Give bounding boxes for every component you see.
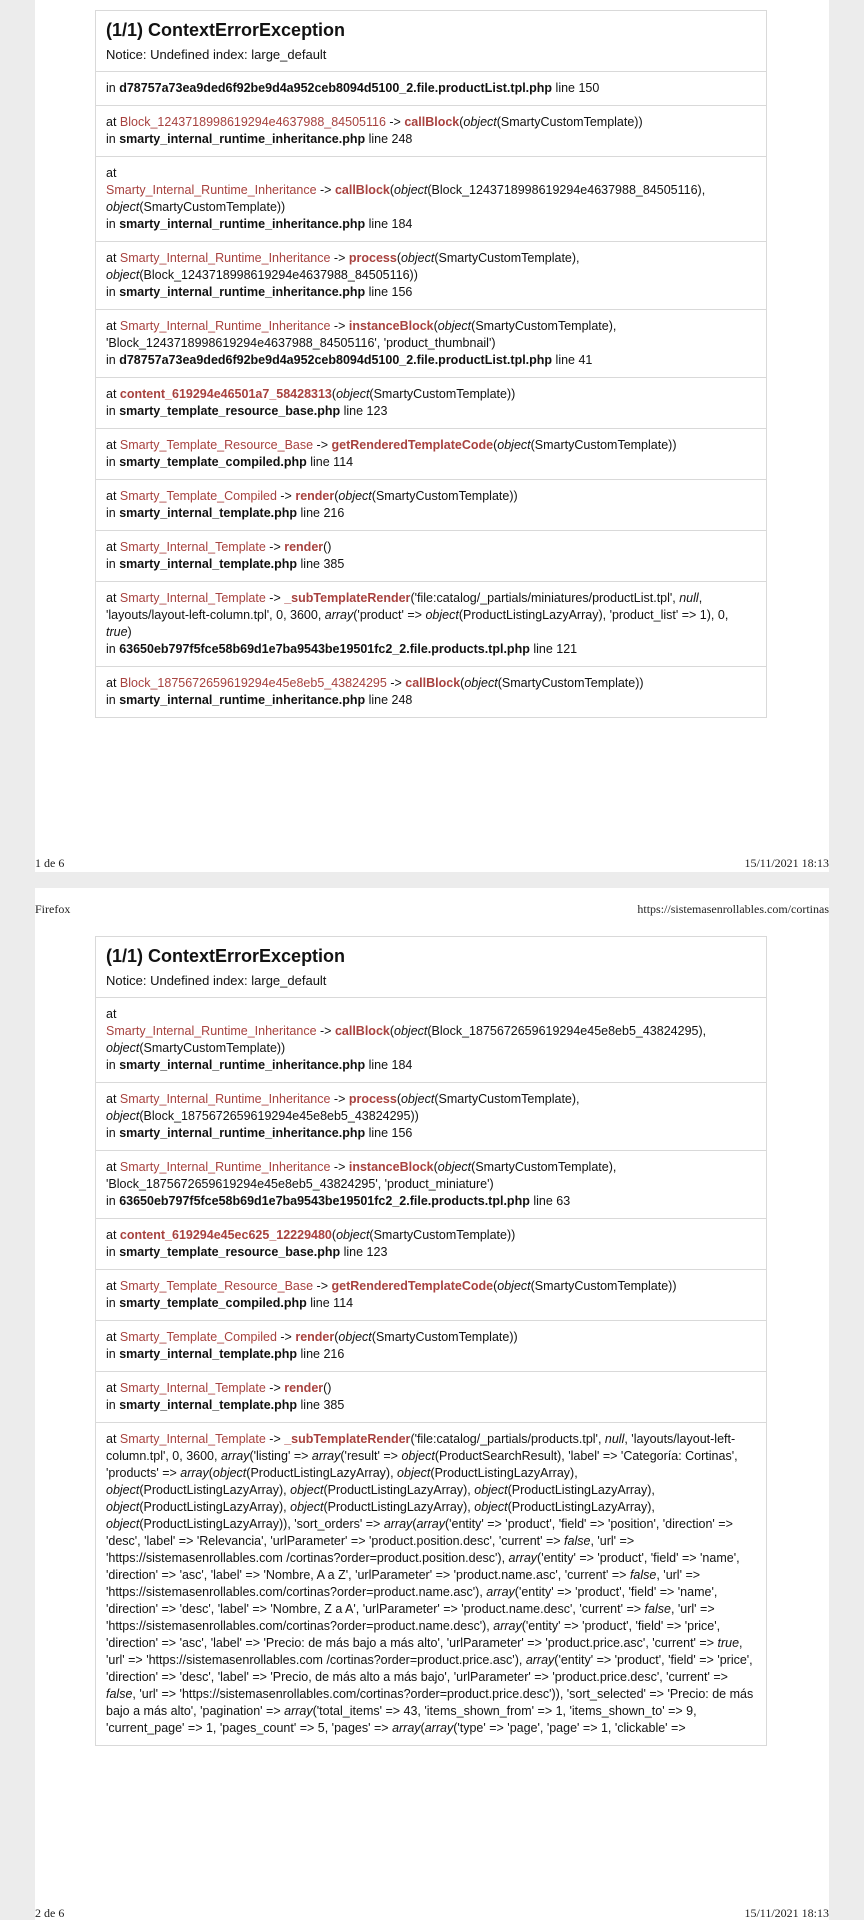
stack-frame: at Smarty_Internal_Runtime_Inheritance -> callBlock(object(Block_1875672659619294e45e8eb5_43824295), object(SmartyCustomTemplate)) in smarty_internal_runtime_inheritance.php line 184	[96, 998, 766, 1083]
exception-header	[96, 937, 766, 998]
class-link[interactable]: Smarty_Template_Resource_Base	[119, 1279, 314, 1293]
class-link[interactable]: Smarty_Internal_Runtime_Inheritance	[119, 1092, 331, 1106]
browser-name: Firefox	[35, 902, 71, 916]
exception-title: (1/1) ContextErrorException	[106, 946, 346, 966]
stack-trace	[96, 72, 766, 717]
class-link[interactable]: Smarty_Internal_Runtime_Inheritance	[106, 183, 317, 197]
stack-frame: at Smarty_Internal_Runtime_Inheritance -> instanceBlock(object(SmartyCustomTemplate), 'Block_1875672659619294e45e8eb5_43824295', 'product_miniature') in 63650eb797f5fce58b69d1e7ba9543be19501fc2_2.file.products.tpl.php line 63	[96, 1151, 766, 1219]
stack-frame: at Smarty_Internal_Template -> render() in smarty_internal_template.php line 385	[96, 531, 766, 582]
print-timestamp: 15/11/2021 18:13	[744, 856, 829, 870]
stack-frame: at Block_1875672659619294e45e8eb5_43824295 -> callBlock(object(SmartyCustomTemplate)) in smarty_internal_runtime_inheritance.php line 248	[106, 676, 644, 707]
class-link[interactable]: Smarty_Template_Compiled	[119, 1330, 277, 1344]
class-link[interactable]: Smarty_Internal_Runtime_Inheritance	[119, 319, 331, 333]
stack-trace	[96, 998, 766, 1745]
page-url: https://sistemasenrollables.com/cortinas	[637, 902, 829, 916]
class-link[interactable]: Smarty_Internal_Runtime_Inheritance	[119, 1160, 331, 1174]
exception-box	[95, 10, 767, 718]
exception-notice: Notice: Undefined index: large_default	[106, 973, 327, 988]
stack-frame: at Block_1243718998619294e4637988_84505116 -> callBlock(object(SmartyCustomTemplate)) in smarty_internal_runtime_inheritance.php line 248	[96, 106, 766, 157]
stack-frame: at Smarty_Internal_Template -> _subTemplateRender('file:catalog/_partials/products.tpl', null, 'layouts/layout-left-column.tpl', 0, 3600, array('listing' => array('result' => object(ProductSearchResult), 'label' => 'Categoría: Cortinas', 'products' => array(object(ProductListingLazyArray), object(ProductListingLazyArray), object(ProductListingLazyArray), object(ProductListingLazyArray), object(ProductListingLazyArray), object(ProductListingLazyArray), object(ProductListingLazyArray), object(ProductListingLazyArray), object(ProductListingLazyArray)), 'sort_orders' => array(array('entity' => 'product', 'field' => 'position', 'direction' => 'desc', 'label' => 'Relevancia', 'urlParameter' => 'product.position.desc', 'current' => false, 'url' => 'https://sistemasenrollables.com /cortinas?order=product.position.desc'), array('entity' => 'product', 'field' => 'name', 'direction' => 'asc', 'label' => 'Nombre, A a Z', 'urlParameter' => 'product.name.asc', 'current' => false, 'url' => 'https://sistemasenrollables.com/cortinas?order=product.name.asc'), array('entity' => 'product', 'field' => 'name', 'direction' => 'desc', 'label' => 'Nombre, Z a A', 'urlParameter' => 'product.name.desc', 'current' => false, 'url' => 'https://sistemasenrollables.com/cortinas?order=product.name.desc'), array('entity' => 'product', 'field' => 'price', 'direction' => 'asc', 'label' => 'Precio: de más bajo a más alto', 'urlParameter' => 'product.price.asc', 'current' => true, 'url' => 'https://sistemasenrollables.com /cortinas?order=product.price.asc'), array('entity' => 'product', 'field' => 'price', 'direction' => 'desc', 'label' => 'Precio, de más alto a más bajo', 'urlParameter' => 'product.price.desc', 'current' => false, 'url' => 'https://sistemasenrollables.com/cortinas?order=product.price.desc')), 'sort_selected' => 'Precio: de más bajo a más alto', 'pagination' => array('total_items' => 43, 'items_shown_from' => 1, 'items_shown_to' => 9, 'current_page' => 1, 'pages_count' => 5, 'pages' => array(array('type' => 'page', 'page' => 1, 'clickable' =>	[106, 1432, 754, 1735]
exception-title: (1/1) ContextErrorException	[106, 20, 346, 40]
stack-frame: at Smarty_Template_Resource_Base -> getRenderedTemplateCode(object(SmartyCustomTemplate)) in smarty_template_compiled.php line 114	[96, 429, 766, 480]
stack-frame: at Smarty_Template_Compiled -> render(object(SmartyCustomTemplate)) in smarty_internal_template.php line 216	[96, 480, 766, 531]
class-link[interactable]: Block_1875672659619294e45e8eb5_43824295	[119, 676, 387, 690]
class-link[interactable]: Smarty_Internal_Template	[119, 1381, 266, 1395]
class-link[interactable]: Smarty_Template_Resource_Base	[119, 438, 314, 452]
class-link[interactable]: Smarty_Internal_Template	[119, 591, 266, 605]
exception-box	[95, 936, 767, 1746]
class-link[interactable]: Smarty_Template_Compiled	[119, 489, 277, 503]
class-link[interactable]: Smarty_Internal_Template	[119, 1432, 266, 1446]
stack-frame: at Smarty_Internal_Runtime_Inheritance -> callBlock(object(Block_1243718998619294e4637988_84505116), object(SmartyCustomTemplate)) in smarty_internal_runtime_inheritance.php line 184	[96, 157, 766, 242]
stack-frame: at content_619294e46501a7_58428313(object(SmartyCustomTemplate)) in smarty_template_resource_base.php line 123	[96, 378, 766, 429]
class-link[interactable]: Block_1243718998619294e4637988_84505116	[119, 115, 386, 129]
stack-frame: at Smarty_Template_Compiled -> render(object(SmartyCustomTemplate)) in smarty_internal_template.php line 216	[96, 1321, 766, 1372]
class-link[interactable]: Smarty_Internal_Runtime_Inheritance	[106, 1024, 317, 1038]
class-link[interactable]: Smarty_Internal_Runtime_Inheritance	[119, 251, 331, 265]
print-timestamp: 15/11/2021 18:13	[744, 1906, 829, 1920]
stack-frame: at Smarty_Internal_Template -> _subTemplateRender('file:catalog/_partials/miniatures/productList.tpl', null, 'layouts/layout-left-column.tpl', 0, 3600, array('product' => object(ProductListingLazyArray), 'product_list' => 1), 0, true) in 63650eb797f5fce58b69d1e7ba9543be19501fc2_2.file.products.tpl.php line 121	[96, 582, 766, 667]
print-page-1	[35, 0, 829, 872]
stack-frame: at Smarty_Internal_Runtime_Inheritance -> process(object(SmartyCustomTemplate), object(Block_1243718998619294e4637988_84505116)) in smarty_internal_runtime_inheritance.php line 156	[96, 242, 766, 310]
stack-frame: at Smarty_Internal_Runtime_Inheritance -> process(object(SmartyCustomTemplate), object(Block_1875672659619294e45e8eb5_43824295)) in smarty_internal_runtime_inheritance.php line 156	[96, 1083, 766, 1151]
exception-header	[96, 11, 766, 72]
page-number: 1 de 6	[35, 856, 65, 870]
page-number: 2 de 6	[35, 1906, 65, 1920]
stack-frame: at Smarty_Internal_Runtime_Inheritance -> instanceBlock(object(SmartyCustomTemplate), 'Block_1243718998619294e4637988_84505116', 'product_thumbnail') in d78757a73ea9ded6f92be9d4a952ceb8094d5100_2.file.productList.tpl.php line 41	[96, 310, 766, 378]
class-link[interactable]: Smarty_Internal_Template	[119, 540, 266, 554]
print-page-2	[35, 888, 829, 1920]
exception-notice: Notice: Undefined index: large_default	[106, 47, 327, 62]
stack-frame: at content_619294e45ec625_12229480(object(SmartyCustomTemplate)) in smarty_template_resource_base.php line 123	[96, 1219, 766, 1270]
stack-frame: at Smarty_Internal_Template -> render() in smarty_internal_template.php line 385	[96, 1372, 766, 1423]
stack-frame: at Smarty_Template_Resource_Base -> getRenderedTemplateCode(object(SmartyCustomTemplate)) in smarty_template_compiled.php line 114	[96, 1270, 766, 1321]
stack-frame: in d78757a73ea9ded6f92be9d4a952ceb8094d5100_2.file.productList.tpl.php line 150	[96, 72, 766, 106]
